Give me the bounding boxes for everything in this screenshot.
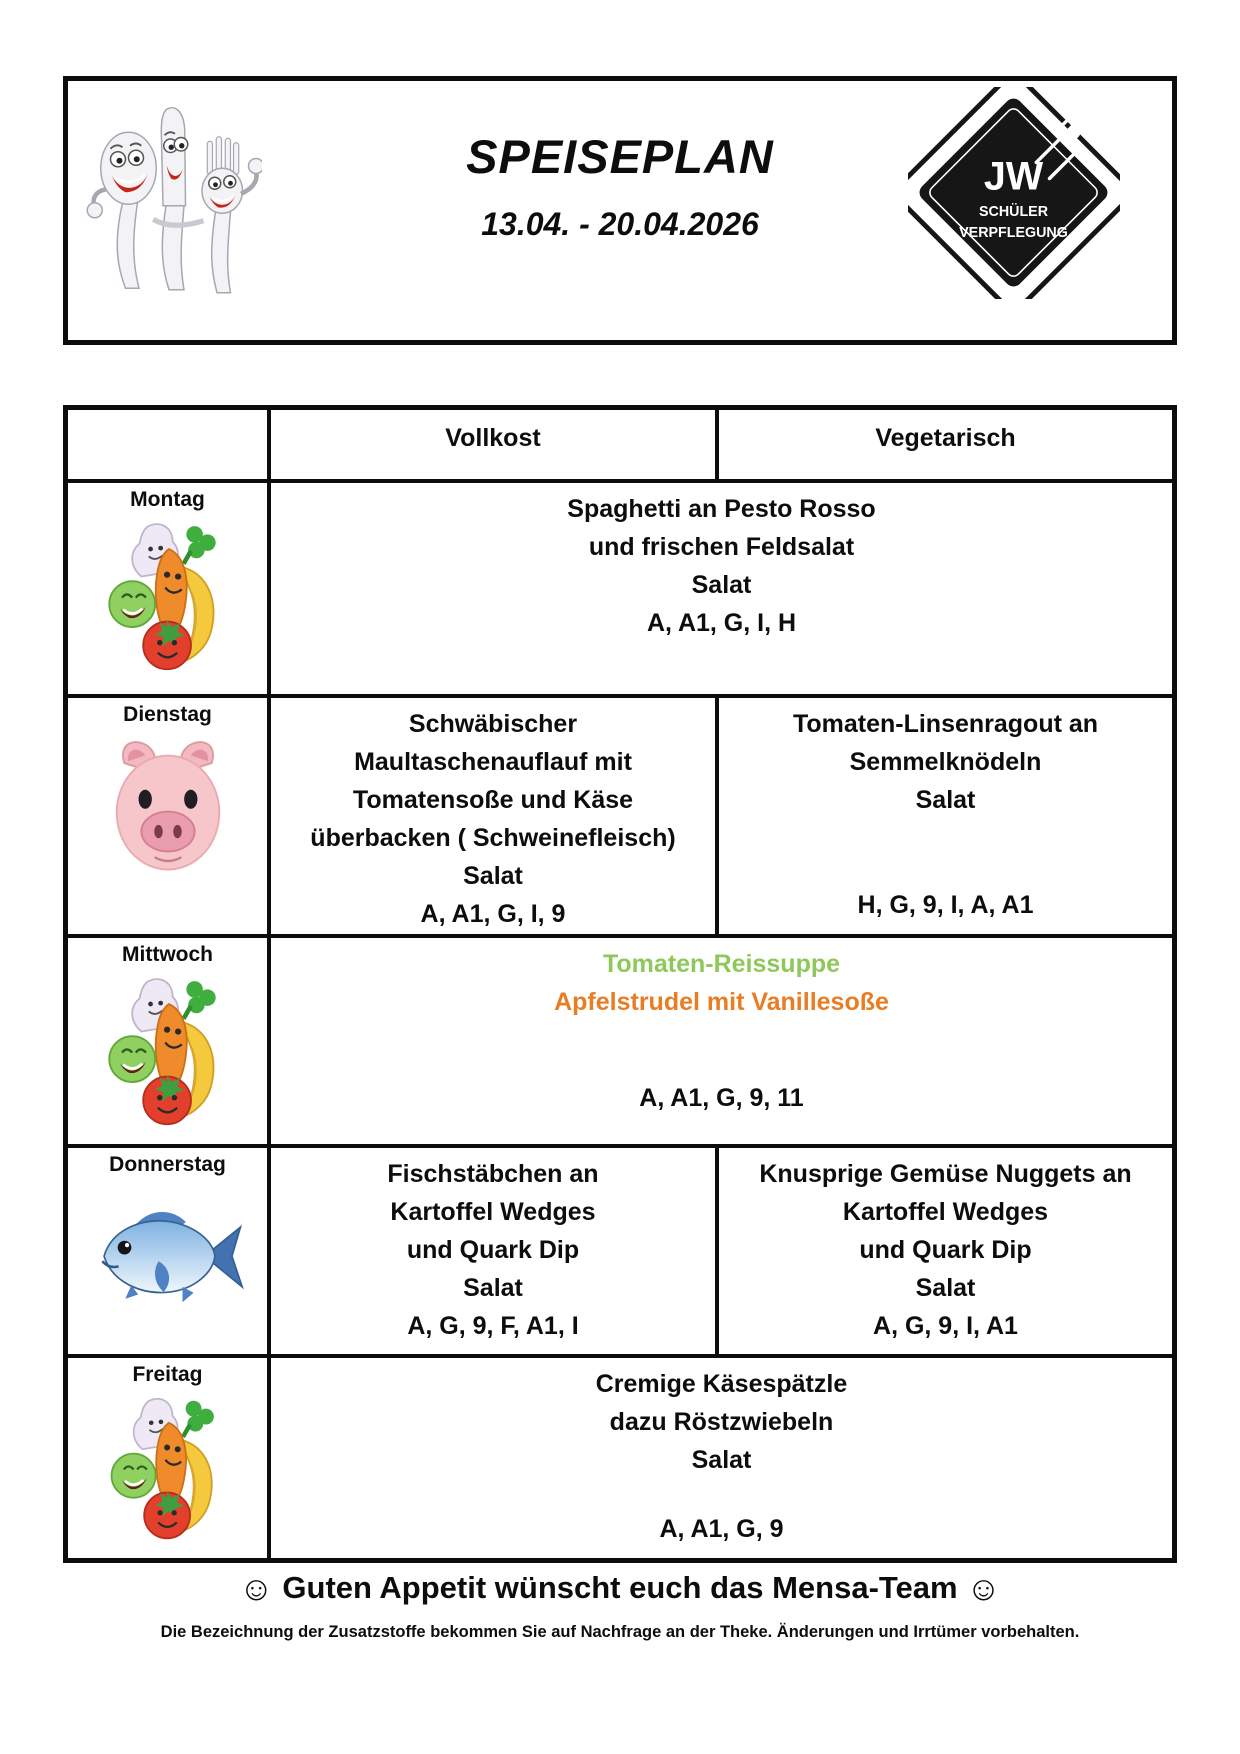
allergen-line: A, G, 9, I, A1 xyxy=(873,1312,1018,1340)
page-title: SPEISEPLAN xyxy=(466,130,774,183)
smiley-icon: ☺ xyxy=(966,1570,1001,1608)
footer-message: Guten Appetit wünscht euch das Mensa-Team xyxy=(282,1570,958,1605)
menu-line: Salat xyxy=(691,1446,752,1474)
day-cell-mittwoch xyxy=(68,938,271,1144)
column-header-vollkost: Vollkost xyxy=(271,410,719,479)
footer-note: Die Bezeichnung der Zusatzstoffe bekommen Sie auf Nachfrage an der Theke. Änderungen und Irrtümer vorbehalten. xyxy=(160,1623,1080,1641)
menu-line: Salat xyxy=(463,862,523,890)
table-row-dienstag xyxy=(68,698,1172,938)
header-cell-day xyxy=(68,410,271,479)
day-label: Freitag xyxy=(132,1363,203,1386)
table-row-freitag xyxy=(68,1358,1172,1558)
day-cell-freitag xyxy=(68,1358,271,1558)
menu-line: Knusprige Gemüse Nuggets an xyxy=(759,1160,1132,1188)
allergen-line: A, G, 9, F, A1, I xyxy=(407,1312,579,1340)
menu-cell-freitag xyxy=(271,1358,1172,1558)
menu-line: Tomaten-Linsenragout an xyxy=(792,710,1099,738)
date-range: 13.04. - 20.04.2026 xyxy=(481,206,759,242)
day-label: Donnerstag xyxy=(109,1153,226,1176)
day-cell-dienstag xyxy=(68,698,271,934)
menu-cell-mittwoch xyxy=(271,938,1172,1144)
smiley-icon: ☺ xyxy=(239,1570,274,1608)
fish-icon xyxy=(87,1201,249,1313)
menu-cell-dienstag-vollkost xyxy=(271,698,719,934)
allergen-line: A, A1, G, I, H xyxy=(646,609,797,637)
menu-line: Salat xyxy=(915,1274,976,1302)
menu-line: und Quark Dip xyxy=(406,1236,580,1264)
vegetables-icon xyxy=(101,1391,235,1541)
day-label: Dienstag xyxy=(123,703,212,726)
footer-message-line xyxy=(0,1568,1240,1607)
day-label: Mittwoch xyxy=(122,943,213,966)
menu-cell-dienstag-vegetarisch xyxy=(719,698,1172,934)
vegetables-icon xyxy=(99,516,237,672)
menu-line: Salat xyxy=(915,786,976,814)
menu-line: Semmelknödeln xyxy=(849,748,1042,776)
menu-line: überbacken ( Schweinefleisch) xyxy=(310,824,676,852)
column-header-vegetarisch: Vegetarisch xyxy=(875,424,1016,452)
menu-line: Salat xyxy=(691,571,752,599)
menu-line: Spaghetti an Pesto Rosso xyxy=(567,495,876,523)
menu-line: Schwäbischer xyxy=(408,710,578,738)
header-box xyxy=(63,76,1177,345)
menu-line-dessert: Apfelstrudel mit Vanillesoße xyxy=(554,988,889,1016)
allergen-line: A, A1, G, 9, 11 xyxy=(639,1084,804,1112)
jw-logo-line1: SCHÜLER xyxy=(978,204,1049,221)
table-row-mittwoch xyxy=(68,938,1172,1148)
menu-line-soup: Tomaten-Reissuppe xyxy=(602,950,841,978)
vegetables-icon xyxy=(99,971,237,1127)
allergen-line: A, A1, G, I, 9 xyxy=(420,900,566,928)
menu-line: Salat xyxy=(463,1274,523,1302)
table-row-donnerstag xyxy=(68,1148,1172,1358)
menu-line: Cremige Käsespätzle xyxy=(595,1370,848,1398)
day-label: Montag xyxy=(130,488,205,511)
allergen-line: A, A1, G, 9 xyxy=(659,1515,784,1543)
day-cell-donnerstag xyxy=(68,1148,271,1354)
menu-line: Kartoffel Wedges xyxy=(390,1198,596,1226)
menu-line: Maultaschenauflauf mit xyxy=(354,748,632,776)
allergen-line: H, G, 9, I, A, A1 xyxy=(857,891,1034,919)
menu-line: Kartoffel Wedges xyxy=(842,1198,1049,1226)
jw-logo-line2: VERPFLEGUNG xyxy=(959,224,1068,241)
table-row-montag xyxy=(68,483,1172,698)
menu-line: Tomatensoße und Käse xyxy=(352,786,634,814)
jw-logo-initials: JW xyxy=(983,154,1044,199)
menu-cell-donnerstag-vollkost xyxy=(271,1148,719,1354)
menu-line: und frischen Feldsalat xyxy=(588,533,855,561)
jw-logo xyxy=(908,87,1120,299)
menu-line: und Quark Dip xyxy=(859,1236,1032,1264)
menu-line: Fischstäbchen an xyxy=(387,1160,599,1188)
menu-line: dazu Röstzwiebeln xyxy=(609,1408,834,1436)
menu-table xyxy=(63,405,1177,1563)
menu-cell-donnerstag-vegetarisch xyxy=(719,1148,1172,1354)
pig-face-icon xyxy=(92,731,244,877)
day-cell-montag xyxy=(68,483,271,694)
table-header-row xyxy=(68,410,1172,483)
menu-cell-montag xyxy=(271,483,1172,694)
